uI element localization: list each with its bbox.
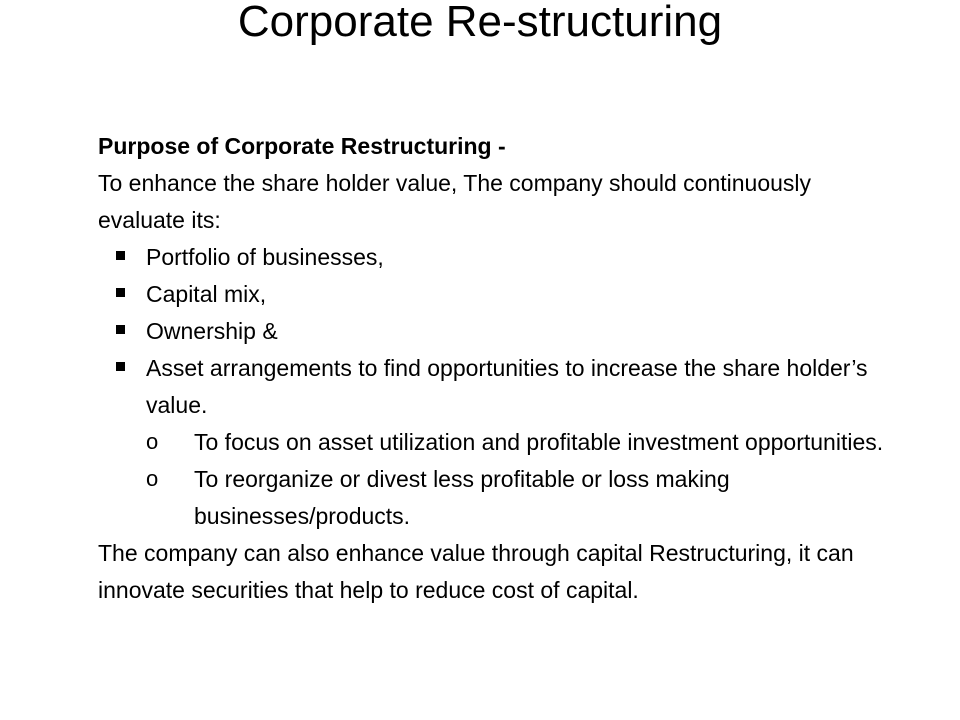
intro-paragraph: To enhance the share holder value, The company should continuously evaluate its:	[98, 170, 812, 233]
section-heading: Purpose of Corporate Restructuring -	[98, 133, 506, 159]
bullet-text: Ownership &	[146, 318, 278, 344]
bullet-item	[98, 350, 898, 424]
slide-title: Corporate Re-structuring	[237, 0, 723, 46]
slide-content	[98, 128, 898, 609]
bullet-item	[98, 276, 898, 313]
circle-bullet-icon: o	[146, 429, 159, 454]
sub-bullet-item	[98, 424, 898, 461]
bullet-text: Portfolio of businesses,	[146, 244, 384, 270]
sub-bullet-text: To focus on asset utilization and profitable investment opportunities.	[194, 429, 884, 455]
conclusion-paragraph: The company can also enhance value through capital Restructuring, it can innovate securities that help to reduce cost of capital.	[98, 540, 854, 603]
bullet-text: Capital mix,	[146, 281, 267, 307]
sub-bullet-item	[98, 461, 898, 535]
sub-bullet-text: To reorganize or divest less profitable or loss making businesses/products.	[194, 466, 730, 529]
bullet-item	[98, 239, 898, 276]
bullet-text: Asset arrangements to find opportunities to increase the share holder’s value.	[146, 355, 868, 418]
bullet-item	[98, 313, 898, 350]
circle-bullet-icon: o	[146, 466, 159, 491]
